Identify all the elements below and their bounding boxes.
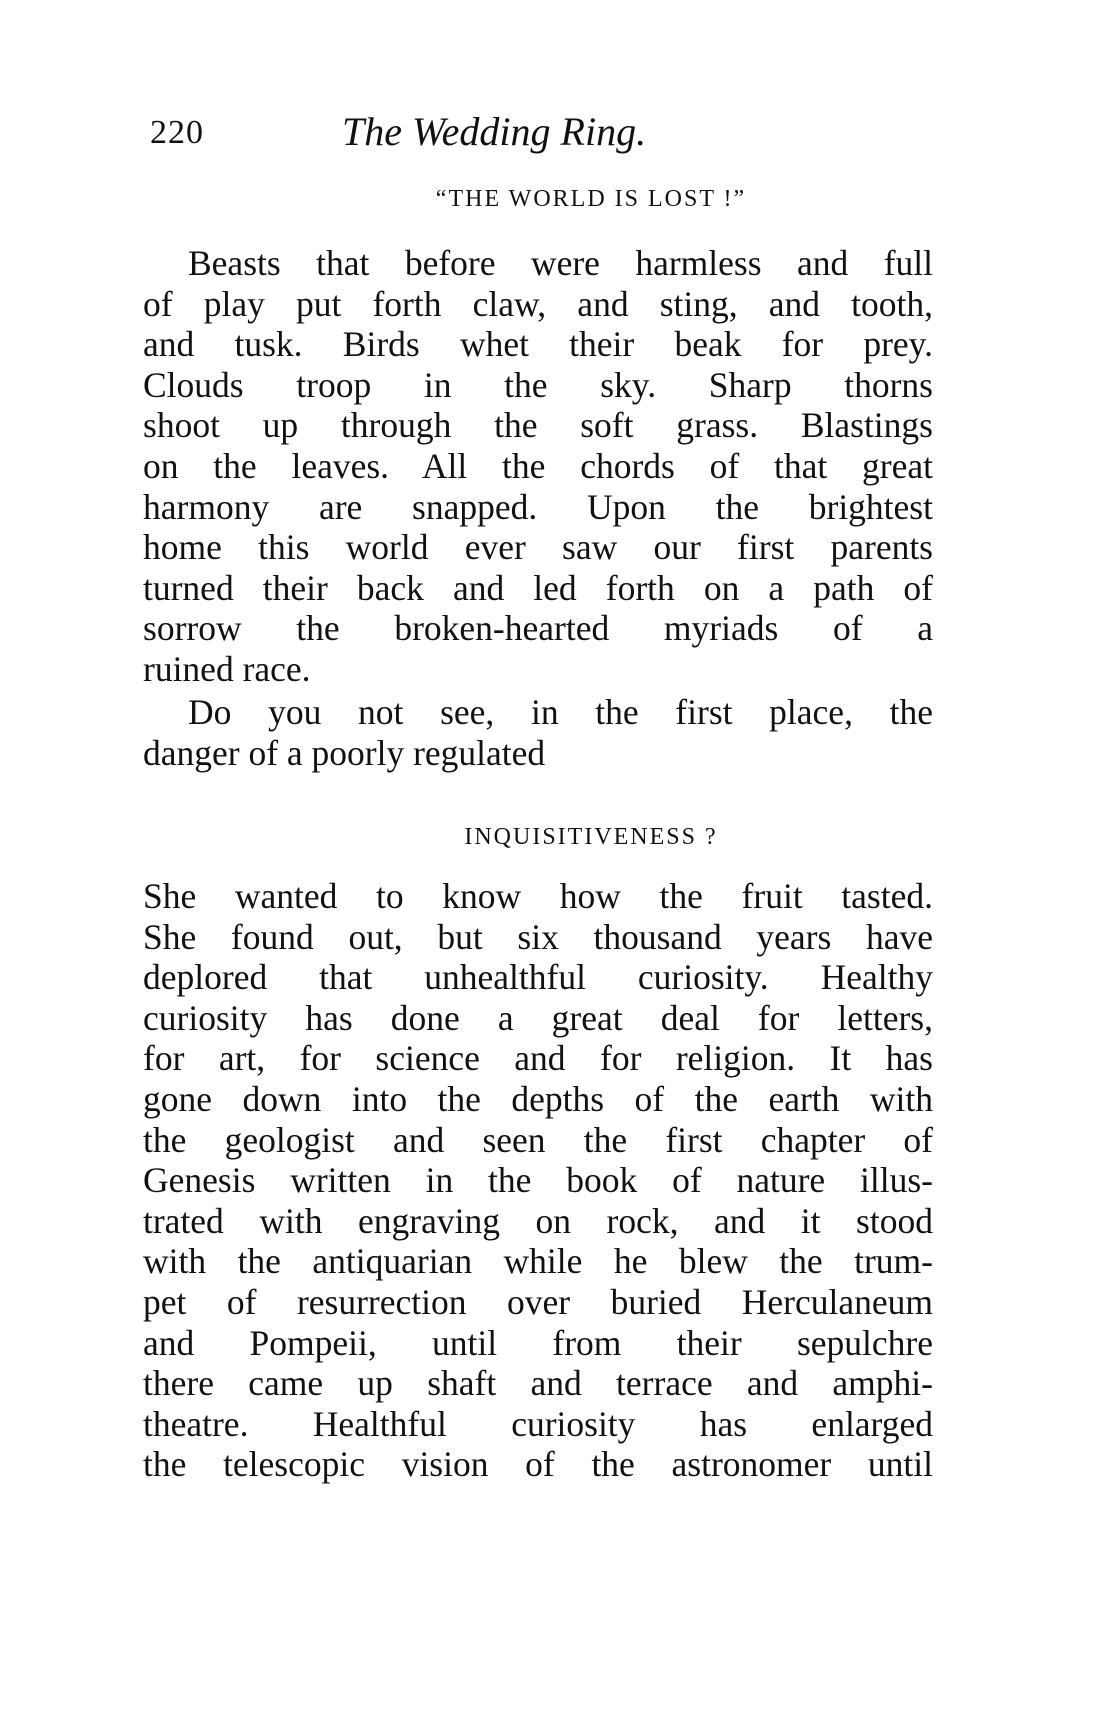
text-line: gone down into the depths of the earth with	[143, 1078, 933, 1119]
text-line: Clouds troop in the sky. Sharp thorns	[143, 364, 933, 405]
section-heading-world-lost: “THE WORLD IS LOST !”	[435, 186, 747, 212]
running-title: The Wedding Ring.	[342, 109, 647, 154]
text-line: Genesis written in the book of nature illus-	[143, 1160, 933, 1201]
text-line: harmony are snapped. Upon the brightest	[143, 486, 933, 527]
text-line: home this world ever saw our first parents	[143, 527, 933, 568]
text-line: turned their back and led forth on a path of	[143, 567, 933, 608]
text-line: for art, for science and for religion. It has	[143, 1038, 933, 1079]
text-line: shoot up through the soft grass. Blastings	[143, 405, 933, 446]
section-heading-inquisitiveness: INQUISITIVENESS ?	[464, 824, 718, 850]
text-line: and Pompeii, until from their sepulchre	[143, 1322, 933, 1363]
text-line: with the antiquarian while he blew the trum-	[143, 1241, 933, 1282]
text-line: She wanted to know how the fruit tasted.	[143, 876, 933, 916]
text-line: theatre. Healthful curiosity has enlarged	[143, 1403, 933, 1444]
text-line: the geologist and seen the first chapter of	[143, 1119, 933, 1160]
text-line: pet of resurrection over buried Herculaneum	[143, 1281, 933, 1322]
text-line: on the leaves. All the chords of that great	[143, 445, 933, 486]
text-line: Do you not see, in the first place, the	[188, 692, 933, 732]
paragraph-curiosity	[143, 876, 933, 1485]
page-header	[142, 108, 942, 158]
text-line: deplored that unhealthful curiosity. Healthy	[143, 957, 933, 998]
text-line: curiosity has done a great deal for letters,	[143, 997, 933, 1038]
text-line: trated with engraving on rock, and it stood	[143, 1200, 933, 1241]
text-line: ruined race.	[143, 648, 311, 689]
text-line: the telescopic vision of the astronomer until	[143, 1444, 933, 1485]
text-line: danger of a poorly regulated	[143, 732, 546, 773]
text-line: sorrow the broken-hearted myriads of a	[143, 608, 933, 649]
text-line: She found out, but six thousand years have	[143, 916, 933, 957]
text-line: and tusk. Birds whet their beak for prey.	[143, 324, 933, 365]
text-line: Beasts that before were harmless and full	[188, 243, 933, 283]
page-number: 220	[150, 114, 204, 151]
text-line: of play put forth claw, and sting, and tooth,	[143, 283, 933, 324]
text-line: there came up shaft and terrace and amphi-	[143, 1363, 933, 1404]
paragraph-beasts	[143, 243, 933, 690]
paragraph-danger	[143, 692, 933, 773]
